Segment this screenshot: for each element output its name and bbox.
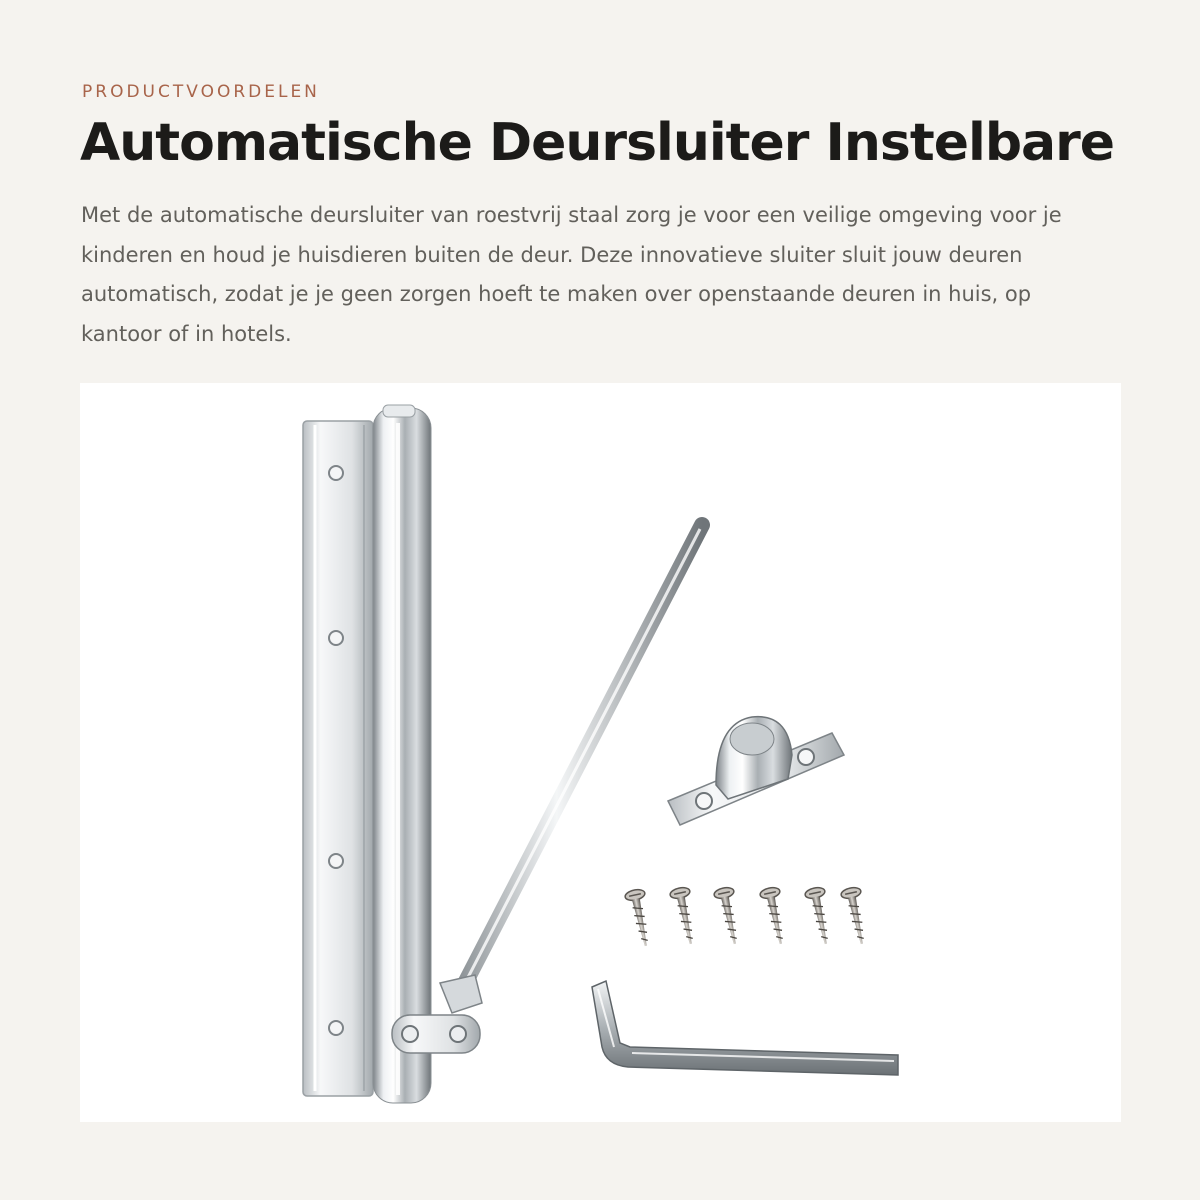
screw-icon bbox=[840, 886, 871, 946]
door-closer-body-icon bbox=[303, 405, 431, 1103]
screw-icon bbox=[624, 888, 655, 948]
section-title: Automatische Deursluiter Instelbare bbox=[80, 113, 1115, 173]
screw-icon bbox=[759, 886, 790, 946]
eyebrow-label: PRODUCTVOORDELEN bbox=[82, 82, 320, 102]
section-description: Met de automatische deursluiter van roestvrij staal zorg je voor een veilige omgeving voor je kinderen en houd je huisdieren buiten de deur. Deze innovatieve sluiter sluit jouw deuren automatisch, zodat je je geen zorgen hoeft te maken over openstaande deuren in huis, op kantoor of in hotels. bbox=[81, 203, 1062, 346]
hex-key-icon bbox=[592, 981, 898, 1075]
mounting-bracket-icon bbox=[668, 717, 844, 825]
door-closer-arm-icon bbox=[392, 525, 702, 1053]
screws-group bbox=[624, 886, 871, 948]
screw-icon bbox=[669, 886, 700, 946]
screw-icon bbox=[804, 886, 835, 946]
screw-icon bbox=[713, 886, 744, 946]
product-photo bbox=[80, 383, 1121, 1122]
